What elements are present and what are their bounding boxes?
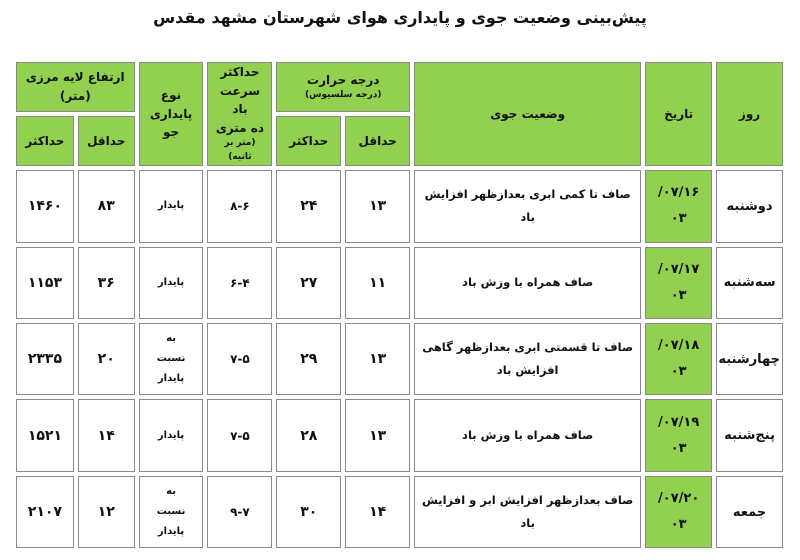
header-temperature <box>276 62 410 112</box>
cell-weather: صاف تا کمی ابری بعدازظهر افزایش باد <box>414 170 641 242</box>
table-row <box>16 399 783 471</box>
cell-date-line1: ۰۷/۱۸/ <box>658 338 700 354</box>
cell-date <box>645 170 712 242</box>
cell-stability <box>139 476 204 548</box>
cell-temp-min: ۱۳ <box>345 399 410 471</box>
cell-stability-line1: پایدار <box>157 200 185 212</box>
cell-temp-max: ۲۷ <box>276 247 341 319</box>
header-temperature-unit: (درجه سلسیوس) <box>304 90 382 101</box>
cell-wind: ۷-۵ <box>207 323 272 395</box>
table-row <box>16 323 783 395</box>
cell-date-line1: ۰۷/۲۰/ <box>658 491 700 507</box>
cell-date-line2: ۰۳ <box>670 364 687 380</box>
header-wind-unit1: (متر بر <box>224 138 256 149</box>
cell-weather: صاف تا قسمتی ابری بعدازظهر گاهی افزایش باد <box>414 323 641 395</box>
cell-boundary-min: ۲۰ <box>78 323 135 395</box>
cell-temp-max: ۳۰ <box>276 476 341 548</box>
cell-wind: ۶-۴ <box>207 247 272 319</box>
header-boundary-unit: (متر) <box>59 89 91 104</box>
cell-day: چهارشنبه <box>716 323 783 395</box>
cell-date-line1: ۰۷/۱۷/ <box>658 261 700 277</box>
cell-weather: صاف همراه با وزش باد <box>414 247 641 319</box>
header-stability <box>139 62 204 166</box>
cell-boundary-min: ۱۴ <box>78 399 135 471</box>
header-boundary-label: ارتفاع لایه مرزی <box>25 70 125 85</box>
cell-date <box>645 476 712 548</box>
header-boundary-layer <box>16 62 135 112</box>
cell-boundary-max: ۲۱۰۷ <box>16 476 74 548</box>
header-wind-unit2: ثانیه) <box>228 152 252 163</box>
cell-day: دوشنبه <box>716 170 783 242</box>
cell-day: جمعه <box>716 476 783 548</box>
cell-date <box>645 399 712 471</box>
header-temperature-label: درجه حرارت <box>307 72 380 87</box>
header-date: تاریخ <box>645 62 712 166</box>
cell-temp-min: ۱۴ <box>345 476 410 548</box>
table-row <box>16 476 783 548</box>
cell-stability <box>139 323 204 395</box>
cell-date-line2: ۰۳ <box>670 287 687 303</box>
cell-boundary-max: ۱۵۲۱ <box>16 399 74 471</box>
header-boundary-max: حداکثر <box>16 116 74 166</box>
cell-boundary-max: ۲۳۳۵ <box>16 323 74 395</box>
page-title: پیش‌بینی وضعیت جوی و پایداری هوای شهرستان مشهد مقدس <box>153 8 647 27</box>
cell-temp-max: ۲۸ <box>276 399 341 471</box>
cell-date <box>645 323 712 395</box>
header-day: روز <box>716 62 783 166</box>
cell-boundary-min: ۱۲ <box>78 476 135 548</box>
cell-date-line1: ۰۷/۱۹/ <box>658 414 700 430</box>
cell-date-line2: ۰۳ <box>670 211 687 227</box>
cell-stability-line3: پایدار <box>157 373 185 385</box>
cell-date-line2: ۰۳ <box>670 440 687 456</box>
cell-temp-max: ۲۹ <box>276 323 341 395</box>
cell-boundary-min: ۸۳ <box>78 170 135 242</box>
cell-date-line1: ۰۷/۱۶/ <box>658 185 700 201</box>
header-weather: وضعیت جوی <box>414 62 641 166</box>
header-temp-max: حداکثر <box>276 116 341 166</box>
table-row <box>16 170 783 242</box>
cell-stability-line1: به <box>166 333 176 345</box>
header-wind-line1: حداکثر <box>220 65 260 79</box>
cell-date <box>645 247 712 319</box>
forecast-table <box>12 58 787 552</box>
cell-stability-line1: به <box>166 486 176 498</box>
cell-temp-min: ۱۱ <box>345 247 410 319</box>
cell-stability-line3: پایدار <box>157 526 185 538</box>
cell-stability <box>139 399 204 471</box>
header-boundary-min: حداقل <box>78 116 135 166</box>
cell-stability <box>139 170 204 242</box>
cell-boundary-max: ۱۱۵۳ <box>16 247 74 319</box>
cell-stability-line1: پایدار <box>157 429 185 441</box>
table-row <box>16 247 783 319</box>
header-wind <box>207 62 272 166</box>
cell-temp-max: ۲۴ <box>276 170 341 242</box>
header-temp-min: حداقل <box>345 116 410 166</box>
header-stability-line3: جو <box>162 125 180 140</box>
header-wind-line2: سرعت باد <box>219 83 260 117</box>
cell-day: سه‌شنبه <box>716 247 783 319</box>
cell-wind: ۹-۷ <box>207 476 272 548</box>
cell-stability-line1: پایدار <box>157 276 185 288</box>
cell-boundary-min: ۳۶ <box>78 247 135 319</box>
cell-stability <box>139 247 204 319</box>
cell-date-line2: ۰۳ <box>670 517 687 533</box>
cell-temp-min: ۱۳ <box>345 323 410 395</box>
cell-wind: ۸-۶ <box>207 170 272 242</box>
header-stability-line2: پایداری <box>149 106 193 121</box>
cell-day: پنج‌شنبه <box>716 399 783 471</box>
cell-temp-min: ۱۳ <box>345 170 410 242</box>
cell-stability-line2: نسبت <box>156 353 186 365</box>
cell-stability-line2: نسبت <box>156 506 186 518</box>
header-stability-line1: نوع <box>160 88 182 103</box>
cell-wind: ۷-۵ <box>207 399 272 471</box>
cell-weather: صاف همراه با وزش باد <box>414 399 641 471</box>
cell-boundary-max: ۱۴۶۰ <box>16 170 74 242</box>
header-wind-line3: ده متری <box>215 120 265 135</box>
cell-weather: صاف بعدازظهر افزایش ابر و افزایش باد <box>414 476 641 548</box>
